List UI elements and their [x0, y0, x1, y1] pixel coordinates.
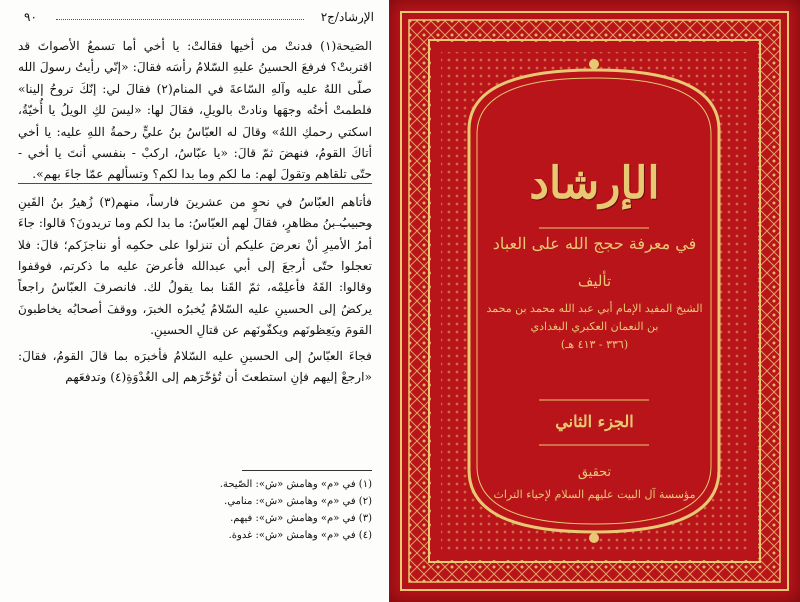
running-title: الإرشاد/ج٢ [320, 10, 374, 24]
footnote: (١) في «م» وهامش «ش»: الصّيحة. [219, 479, 372, 490]
page-header [24, 10, 374, 28]
page-number: ٩٠ [24, 10, 37, 24]
page-body [18, 36, 372, 389]
cover-author-name: الشيخ المفيد الإمام أبي عبد الله محمد بن محمد بن النعمان العكبري البغدادي [486, 302, 703, 333]
cover-author-dates: (٣٣٦ - ٤١٣ هـ) [560, 338, 629, 351]
book-page [0, 0, 388, 602]
cover-author-label: تأليف [577, 272, 612, 290]
cover-publisher: مؤسسة آل البيت عليهم السلام لإحياء التراث [493, 488, 696, 501]
footnote-separator [242, 470, 372, 471]
cover-volume: الجزء الثاني [555, 412, 634, 431]
footnote: (٢) في «م» وهامش «ش»: منامي. [224, 496, 372, 507]
book-cover [389, 0, 800, 602]
cover-editor-label: تحقيق [577, 465, 612, 480]
cover-subtitle: في معرفة حجج الله على العباد [492, 234, 697, 253]
paragraph-2: فأتاهم العبّاسُ في نحوٍ من عشرينَ فارساً، منهم(٣) زُهيرُ بنُ القَينِ وحبيبُ بنُ مظاهرٍ، فقالَ لهم العبّاسُ: ما بدا لكم وما تريدونَ؟ قالوا: جاءَ أمرُ الأميرِ أنْ نعرضَ عليكم أن تنزلوا على حكمِه أو نناجزَكم؛ قالَ: فلا تعجلوا حتّى أرجعَ إلى أبي عبدالله فأعرضَ عليه ما ذكرتم، فوقفوا وقالوا: القَهُ فأعلِمْه، ثمّ القَنا بما يقولُ لك. فانصرفَ العبّاسُ راجعاً يركضُ إلى الحسينِ عليه السّلامُ يُخبرُه الخبرَ، ووقفَ أصحابُه يخاطبونَ القومَ ويَعِظونَهم ويكفّونَهم عن قتالِ الحسينِ. [18, 194, 373, 338]
footnotes [120, 476, 372, 544]
cover-author [484, 300, 705, 354]
red-highlight-underline [18, 183, 372, 184]
cover-title: الإرشاد [529, 158, 660, 209]
footnote: (٣) في «م» وهامش «ش»: فيهم. [230, 513, 372, 524]
header-dotted-rule [56, 19, 304, 20]
paragraph-3: فجاءَ العبّاسُ إلى الحسينِ عليه السّلامُ فأخبرَه بما قالَ القومُ، فقالَ: «ارجعْ إليهم فإنِ استطعتَ أن تُؤخّرَهم إلى الغُدْوَةِ(٤) وتدفعَهم [18, 348, 372, 385]
footnote: (٤) في «م» وهامش «ش»: غدوة. [228, 530, 372, 541]
red-highlight-underline-end [332, 225, 372, 226]
paragraph-1: الصَيحة(١) فدنتْ من أخيها فقالتْ: يا أخي أما تسمعُ الأصواتَ قد اقتربتْ؟ فرفعَ الحسينُ عليهِ السّلامُ رأسَه فقالَ: «إنّي رأيتُ رسولَ الله صلّى اللهُ عليه وآلهِ السّاعةَ في المنام(٢) فقالَ لي: إنّكَ تروحُ إلينا» فلطمتْ أختُه وجهَها ونادتْ بالويلِ، فقالَ لها: «ليسَ لكِ الويلُ يا أُخيّةُ، اسكتي رحمكِ اللهُ» وقالَ له العبّاسُ بنُ عليٍّ رحمةُ اللهِ عليه: يا أخي أتاكَ القومُ، فنهضَ ثمّ قالَ: «يا عبّاسُ، اركبْ - بنفسي أنتَ يا أخي - حتّى تلقاهم وتقولَ لهم: ما لكم وما بدا لكم؟ وتسألهم عمّا جاءَ بهم». [18, 39, 372, 182]
